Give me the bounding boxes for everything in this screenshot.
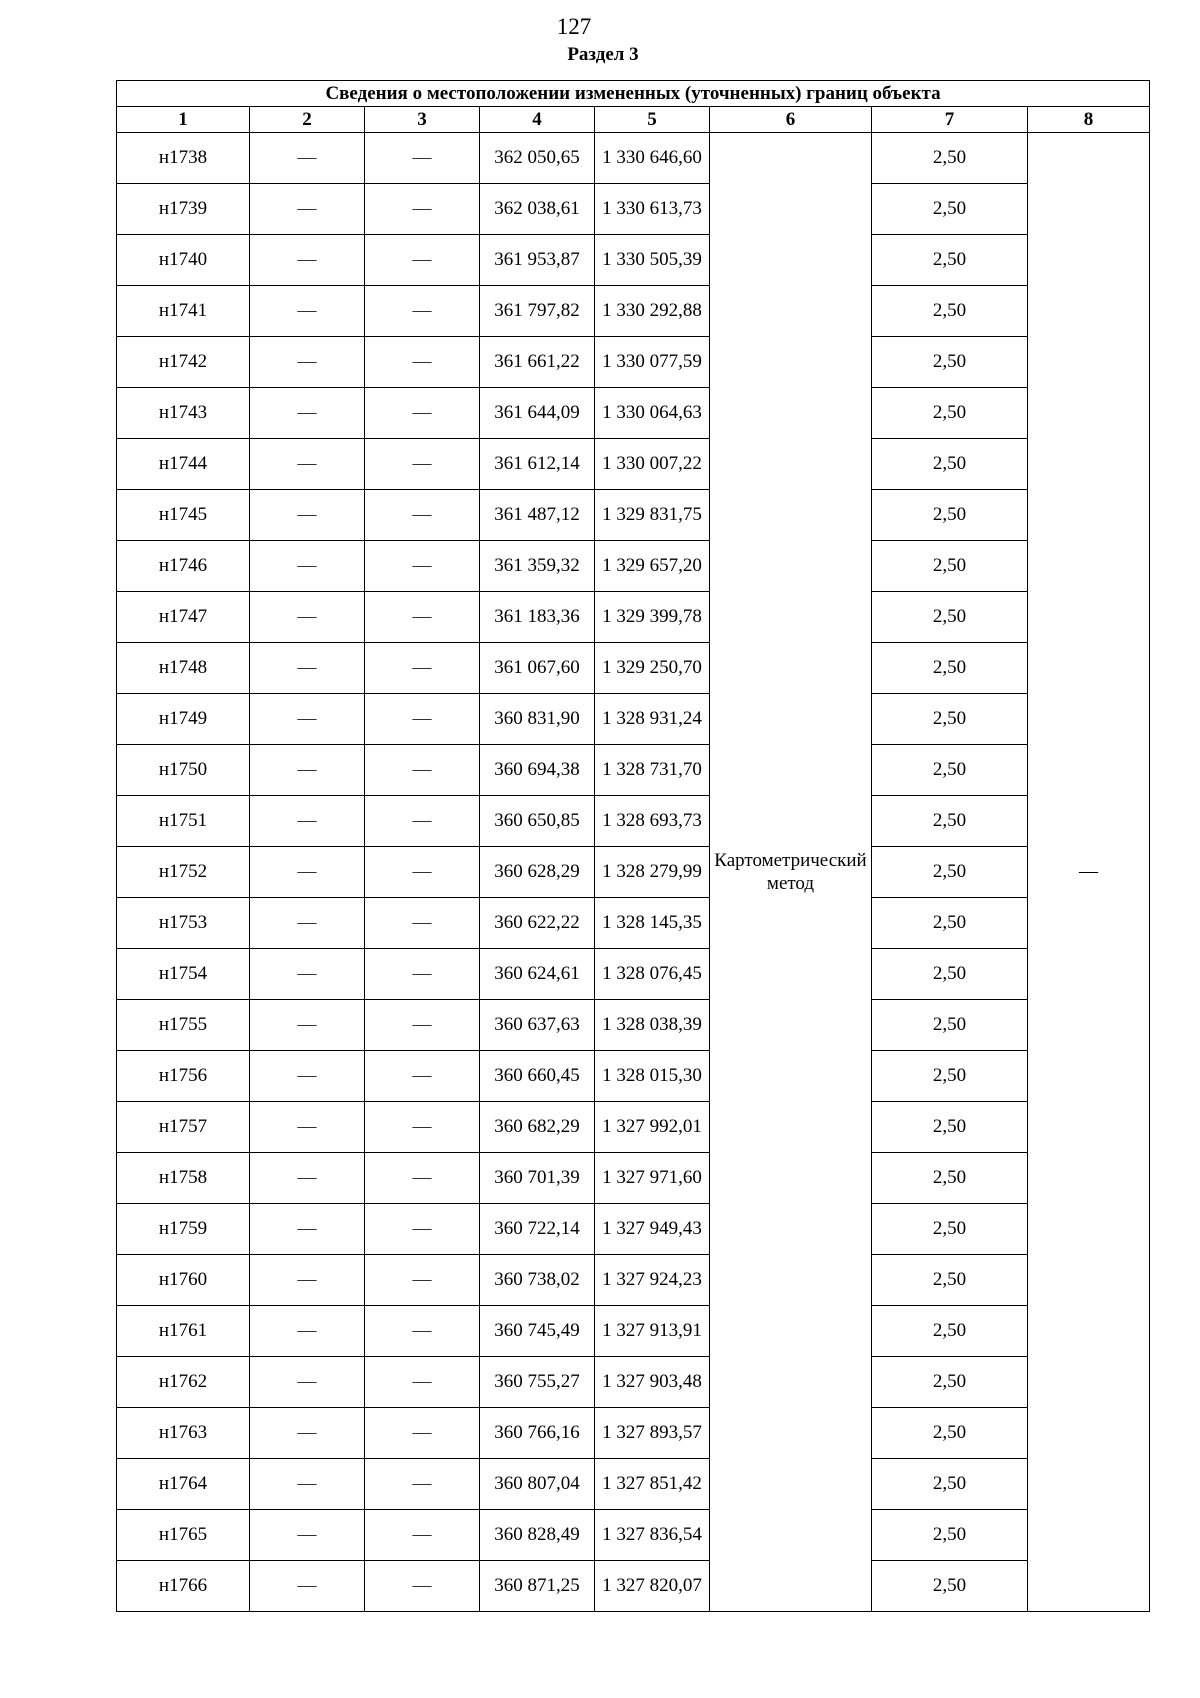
col2-cell: — xyxy=(250,1510,365,1561)
y-coordinate-cell: 1 329 250,70 xyxy=(595,643,710,694)
column-number-5: 5 xyxy=(595,107,710,133)
accuracy-cell: 2,50 xyxy=(872,847,1028,898)
accuracy-cell: 2,50 xyxy=(872,592,1028,643)
col3-cell: — xyxy=(365,541,480,592)
col3-cell: — xyxy=(365,1459,480,1510)
col3-cell: — xyxy=(365,1255,480,1306)
x-coordinate-cell: 360 722,14 xyxy=(480,1204,595,1255)
col3-cell: — xyxy=(365,490,480,541)
col3-cell: — xyxy=(365,1306,480,1357)
accuracy-cell: 2,50 xyxy=(872,1255,1028,1306)
table-row xyxy=(117,898,1150,949)
col3-cell: — xyxy=(365,1153,480,1204)
point-id-cell: н1759 xyxy=(117,1204,250,1255)
point-id-cell: н1740 xyxy=(117,235,250,286)
table-row xyxy=(117,643,1150,694)
point-id-cell: н1748 xyxy=(117,643,250,694)
col2-cell: — xyxy=(250,490,365,541)
x-coordinate-cell: 360 637,63 xyxy=(480,1000,595,1051)
x-coordinate-cell: 361 797,82 xyxy=(480,286,595,337)
x-coordinate-cell: 360 622,22 xyxy=(480,898,595,949)
col2-cell: — xyxy=(250,1102,365,1153)
y-coordinate-cell: 1 327 992,01 xyxy=(595,1102,710,1153)
table-row xyxy=(117,1204,1150,1255)
point-id-cell: н1739 xyxy=(117,184,250,235)
accuracy-cell: 2,50 xyxy=(872,337,1028,388)
y-coordinate-cell: 1 328 731,70 xyxy=(595,745,710,796)
accuracy-cell: 2,50 xyxy=(872,1459,1028,1510)
table-row xyxy=(117,1357,1150,1408)
x-coordinate-cell: 360 755,27 xyxy=(480,1357,595,1408)
accuracy-cell: 2,50 xyxy=(872,1510,1028,1561)
x-coordinate-cell: 362 050,65 xyxy=(480,133,595,184)
y-coordinate-cell: 1 330 613,73 xyxy=(595,184,710,235)
point-id-cell: н1745 xyxy=(117,490,250,541)
column-number-4: 4 xyxy=(480,107,595,133)
table-row xyxy=(117,184,1150,235)
y-coordinate-cell: 1 328 076,45 xyxy=(595,949,710,1000)
x-coordinate-cell: 360 745,49 xyxy=(480,1306,595,1357)
col2-cell: — xyxy=(250,1459,365,1510)
col3-cell: — xyxy=(365,898,480,949)
x-coordinate-cell: 361 661,22 xyxy=(480,337,595,388)
x-coordinate-cell: 360 738,02 xyxy=(480,1255,595,1306)
table-row xyxy=(117,1408,1150,1459)
y-coordinate-cell: 1 328 279,99 xyxy=(595,847,710,898)
y-coordinate-cell: 1 330 064,63 xyxy=(595,388,710,439)
table-body xyxy=(117,133,1150,1612)
col3-cell: — xyxy=(365,745,480,796)
table-row xyxy=(117,541,1150,592)
y-coordinate-cell: 1 330 646,60 xyxy=(595,133,710,184)
col3-cell: — xyxy=(365,643,480,694)
col2-cell: — xyxy=(250,1561,365,1612)
table-row xyxy=(117,1510,1150,1561)
table-row xyxy=(117,949,1150,1000)
table-row xyxy=(117,337,1150,388)
x-coordinate-cell: 360 871,25 xyxy=(480,1561,595,1612)
table-row xyxy=(117,1153,1150,1204)
table-row xyxy=(117,694,1150,745)
col3-cell: — xyxy=(365,1510,480,1561)
table-caption: Сведения о местоположении измененных (уточненных) границ объекта xyxy=(117,81,1150,107)
column-number-3: 3 xyxy=(365,107,480,133)
point-id-cell: н1764 xyxy=(117,1459,250,1510)
point-id-cell: н1762 xyxy=(117,1357,250,1408)
x-coordinate-cell: 360 660,45 xyxy=(480,1051,595,1102)
column-number-8: 8 xyxy=(1028,107,1150,133)
page-number: 127 xyxy=(556,14,592,39)
y-coordinate-cell: 1 327 820,07 xyxy=(595,1561,710,1612)
col2-cell: — xyxy=(250,439,365,490)
x-coordinate-cell: 360 694,38 xyxy=(480,745,595,796)
x-coordinate-cell: 360 807,04 xyxy=(480,1459,595,1510)
accuracy-cell: 2,50 xyxy=(872,1204,1028,1255)
table-row xyxy=(117,388,1150,439)
point-id-cell: н1752 xyxy=(117,847,250,898)
table-row xyxy=(117,133,1150,184)
col3-cell: — xyxy=(365,388,480,439)
column-number-1: 1 xyxy=(117,107,250,133)
accuracy-cell: 2,50 xyxy=(872,235,1028,286)
y-coordinate-cell: 1 328 693,73 xyxy=(595,796,710,847)
x-coordinate-cell: 362 038,61 xyxy=(480,184,595,235)
point-id-cell: н1738 xyxy=(117,133,250,184)
y-coordinate-cell: 1 329 399,78 xyxy=(595,592,710,643)
col2-cell: — xyxy=(250,1153,365,1204)
point-id-cell: н1753 xyxy=(117,898,250,949)
col2-cell: — xyxy=(250,1204,365,1255)
point-id-cell: н1743 xyxy=(117,388,250,439)
y-coordinate-cell: 1 327 913,91 xyxy=(595,1306,710,1357)
column-number-row xyxy=(117,107,1150,133)
point-id-cell: н1760 xyxy=(117,1255,250,1306)
y-coordinate-cell: 1 327 836,54 xyxy=(595,1510,710,1561)
accuracy-cell: 2,50 xyxy=(872,1102,1028,1153)
col3-cell: — xyxy=(365,1204,480,1255)
column-number-2: 2 xyxy=(250,107,365,133)
x-coordinate-cell: 360 828,49 xyxy=(480,1510,595,1561)
column-number-7: 7 xyxy=(872,107,1028,133)
col3-cell: — xyxy=(365,592,480,643)
point-id-cell: н1742 xyxy=(117,337,250,388)
col2-cell: — xyxy=(250,1255,365,1306)
col3-cell: — xyxy=(365,1408,480,1459)
accuracy-cell: 2,50 xyxy=(872,439,1028,490)
point-id-cell: н1765 xyxy=(117,1510,250,1561)
col3-cell: — xyxy=(365,133,480,184)
col2-cell: — xyxy=(250,184,365,235)
col2-cell: — xyxy=(250,847,365,898)
col2-cell: — xyxy=(250,1408,365,1459)
table-row xyxy=(117,1102,1150,1153)
accuracy-cell: 2,50 xyxy=(872,541,1028,592)
accuracy-cell: 2,50 xyxy=(872,1051,1028,1102)
accuracy-cell: 2,50 xyxy=(872,133,1028,184)
table-row xyxy=(117,592,1150,643)
point-id-cell: н1754 xyxy=(117,949,250,1000)
y-coordinate-cell: 1 328 038,39 xyxy=(595,1000,710,1051)
point-id-cell: н1756 xyxy=(117,1051,250,1102)
col2-cell: — xyxy=(250,541,365,592)
accuracy-cell: 2,50 xyxy=(872,694,1028,745)
point-id-cell: н1744 xyxy=(117,439,250,490)
col2-cell: — xyxy=(250,643,365,694)
table-row xyxy=(117,1306,1150,1357)
table-row xyxy=(117,490,1150,541)
table-row xyxy=(117,235,1150,286)
boundary-coordinates-table xyxy=(116,80,1150,1612)
x-coordinate-cell: 361 487,12 xyxy=(480,490,595,541)
point-id-cell: н1751 xyxy=(117,796,250,847)
col3-cell: — xyxy=(365,286,480,337)
table-row xyxy=(117,1255,1150,1306)
col3-cell: — xyxy=(365,1561,480,1612)
y-coordinate-cell: 1 330 292,88 xyxy=(595,286,710,337)
table-row xyxy=(117,1561,1150,1612)
col2-cell: — xyxy=(250,133,365,184)
accuracy-cell: 2,50 xyxy=(872,286,1028,337)
point-id-cell: н1750 xyxy=(117,745,250,796)
point-id-cell: н1755 xyxy=(117,1000,250,1051)
col2-cell: — xyxy=(250,898,365,949)
accuracy-cell: 2,50 xyxy=(872,1306,1028,1357)
table-row xyxy=(117,1000,1150,1051)
y-coordinate-cell: 1 328 145,35 xyxy=(595,898,710,949)
col2-cell: — xyxy=(250,694,365,745)
col2-cell: — xyxy=(250,235,365,286)
col2-cell: — xyxy=(250,1000,365,1051)
accuracy-cell: 2,50 xyxy=(872,388,1028,439)
y-coordinate-cell: 1 327 971,60 xyxy=(595,1153,710,1204)
y-coordinate-cell: 1 329 657,20 xyxy=(595,541,710,592)
point-id-cell: н1741 xyxy=(117,286,250,337)
table-row xyxy=(117,439,1150,490)
table-row xyxy=(117,745,1150,796)
method-cell: Картометрический метод xyxy=(710,133,872,1612)
table-row xyxy=(117,847,1150,898)
col2-cell: — xyxy=(250,949,365,1000)
x-coordinate-cell: 360 831,90 xyxy=(480,694,595,745)
accuracy-cell: 2,50 xyxy=(872,745,1028,796)
col3-cell: — xyxy=(365,439,480,490)
accuracy-cell: 2,50 xyxy=(872,184,1028,235)
col8-cell: — xyxy=(1028,133,1150,1612)
point-id-cell: н1749 xyxy=(117,694,250,745)
y-coordinate-cell: 1 330 505,39 xyxy=(595,235,710,286)
accuracy-cell: 2,50 xyxy=(872,1000,1028,1051)
accuracy-cell: 2,50 xyxy=(872,1357,1028,1408)
point-id-cell: н1761 xyxy=(117,1306,250,1357)
y-coordinate-cell: 1 330 007,22 xyxy=(595,439,710,490)
accuracy-cell: 2,50 xyxy=(872,1561,1028,1612)
x-coordinate-cell: 360 624,61 xyxy=(480,949,595,1000)
column-number-6: 6 xyxy=(710,107,872,133)
point-id-cell: н1757 xyxy=(117,1102,250,1153)
point-id-cell: н1763 xyxy=(117,1408,250,1459)
col3-cell: — xyxy=(365,184,480,235)
col2-cell: — xyxy=(250,286,365,337)
col3-cell: — xyxy=(365,1051,480,1102)
x-coordinate-cell: 361 612,14 xyxy=(480,439,595,490)
col2-cell: — xyxy=(250,796,365,847)
y-coordinate-cell: 1 329 831,75 xyxy=(595,490,710,541)
accuracy-cell: 2,50 xyxy=(872,949,1028,1000)
accuracy-cell: 2,50 xyxy=(872,1153,1028,1204)
y-coordinate-cell: 1 327 924,23 xyxy=(595,1255,710,1306)
section-title: Раздел 3 xyxy=(567,44,639,65)
y-coordinate-cell: 1 328 931,24 xyxy=(595,694,710,745)
x-coordinate-cell: 361 359,32 xyxy=(480,541,595,592)
col2-cell: — xyxy=(250,592,365,643)
col2-cell: — xyxy=(250,1051,365,1102)
col3-cell: — xyxy=(365,1000,480,1051)
col3-cell: — xyxy=(365,847,480,898)
table-row xyxy=(117,796,1150,847)
x-coordinate-cell: 360 628,29 xyxy=(480,847,595,898)
x-coordinate-cell: 361 183,36 xyxy=(480,592,595,643)
accuracy-cell: 2,50 xyxy=(872,490,1028,541)
x-coordinate-cell: 360 701,39 xyxy=(480,1153,595,1204)
point-id-cell: н1746 xyxy=(117,541,250,592)
table-row xyxy=(117,1051,1150,1102)
col3-cell: — xyxy=(365,796,480,847)
col2-cell: — xyxy=(250,388,365,439)
accuracy-cell: 2,50 xyxy=(872,796,1028,847)
col2-cell: — xyxy=(250,745,365,796)
accuracy-cell: 2,50 xyxy=(872,1408,1028,1459)
y-coordinate-cell: 1 327 893,57 xyxy=(595,1408,710,1459)
y-coordinate-cell: 1 327 851,42 xyxy=(595,1459,710,1510)
accuracy-cell: 2,50 xyxy=(872,898,1028,949)
table-row xyxy=(117,286,1150,337)
col3-cell: — xyxy=(365,235,480,286)
col3-cell: — xyxy=(365,694,480,745)
x-coordinate-cell: 361 067,60 xyxy=(480,643,595,694)
point-id-cell: н1758 xyxy=(117,1153,250,1204)
point-id-cell: н1766 xyxy=(117,1561,250,1612)
col3-cell: — xyxy=(365,1357,480,1408)
col3-cell: — xyxy=(365,337,480,388)
col2-cell: — xyxy=(250,1306,365,1357)
x-coordinate-cell: 361 644,09 xyxy=(480,388,595,439)
y-coordinate-cell: 1 328 015,30 xyxy=(595,1051,710,1102)
table-row xyxy=(117,1459,1150,1510)
y-coordinate-cell: 1 327 949,43 xyxy=(595,1204,710,1255)
accuracy-cell: 2,50 xyxy=(872,643,1028,694)
x-coordinate-cell: 361 953,87 xyxy=(480,235,595,286)
col2-cell: — xyxy=(250,337,365,388)
y-coordinate-cell: 1 330 077,59 xyxy=(595,337,710,388)
x-coordinate-cell: 360 682,29 xyxy=(480,1102,595,1153)
col3-cell: — xyxy=(365,949,480,1000)
point-id-cell: н1747 xyxy=(117,592,250,643)
y-coordinate-cell: 1 327 903,48 xyxy=(595,1357,710,1408)
x-coordinate-cell: 360 766,16 xyxy=(480,1408,595,1459)
col2-cell: — xyxy=(250,1357,365,1408)
col3-cell: — xyxy=(365,1102,480,1153)
x-coordinate-cell: 360 650,85 xyxy=(480,796,595,847)
